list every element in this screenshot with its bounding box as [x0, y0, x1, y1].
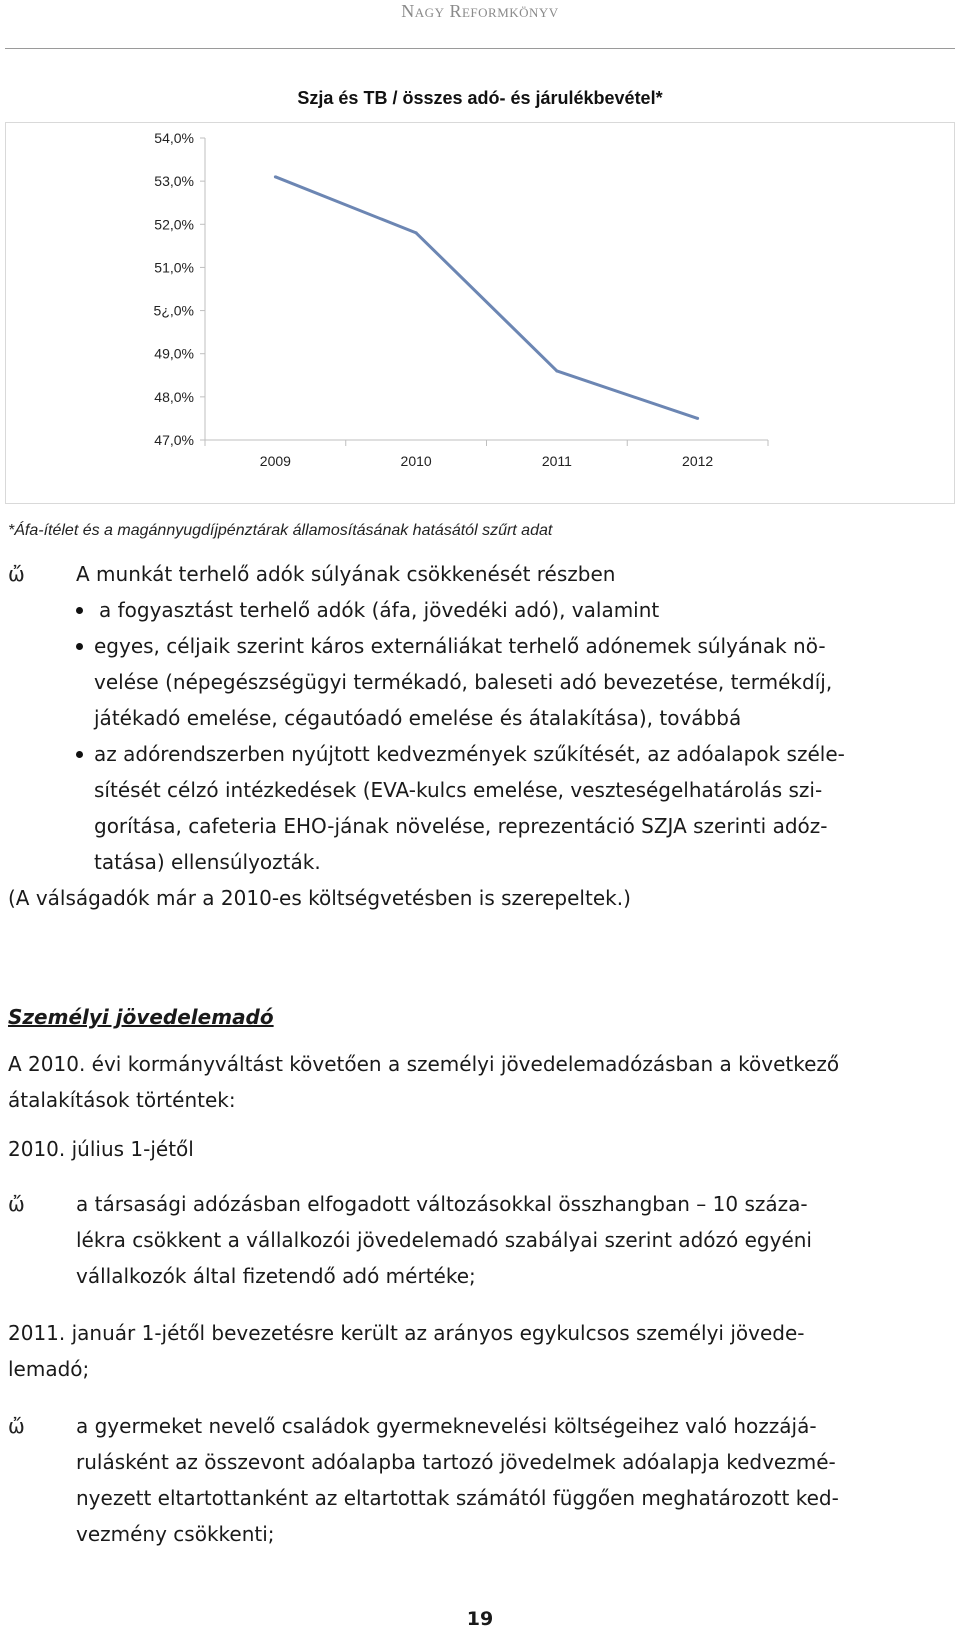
intro-bullet-2-line-2: velése (népegészségügyi termékadó, baleseti adó bevezetése, termékdíj, — [94, 670, 833, 694]
intro-bullet-2-line-3: játékadó emelése, cégautóadó emelése és átalakítása), továbbá — [94, 706, 742, 730]
bullet-dot-icon — [76, 751, 83, 758]
bullet-dot-icon — [76, 607, 83, 614]
item2-line-2: rulásként az összevont adóalapba tartozó jövedelmek adóalapja kedvezmé- — [76, 1450, 836, 1474]
intro-bullet-3-line-3: gorítása, cafeteria EHO-jának növelése, reprezentáció SZJA szerinti adóz- — [94, 814, 828, 838]
chart-title: Szja és TB / összes adó- és járulékbevétel* — [297, 88, 663, 108]
y-tick-label: 47,0% — [154, 432, 194, 448]
ornament-bullet-icon: ὤ — [8, 1192, 25, 1216]
page-number: 19 — [466, 1608, 494, 1630]
x-tick-label: 2009 — [259, 453, 291, 469]
y-tick-label: 52,0% — [154, 216, 194, 233]
intro-bullet-3-line-4: tatása) ellensúlyozták. — [94, 850, 321, 874]
section-para1-line-1: A 2010. évi kormányváltást követően a személyi jövedelemadózásban a következő — [8, 1052, 840, 1076]
y-tick-label: 54,0% — [154, 130, 194, 146]
section-para2-line-2: lemadó; — [8, 1357, 90, 1381]
y-tick-label: 51,0% — [154, 259, 194, 276]
ornament-bullet-icon: ὤ — [8, 1414, 25, 1438]
section-title: Személyi jövedelemadó — [8, 1005, 274, 1029]
y-tick-label: 5¿,0% — [153, 302, 194, 319]
data-point — [274, 175, 277, 178]
intro-bullet-1-line-1: a fogyasztást terhelő adók (áfa, jövedéki adó), valamint — [99, 598, 660, 622]
section-para1-line-2: átalakítások történtek: — [8, 1088, 236, 1112]
intro-closing: (A válságadók már a 2010-es költségvetésben is szerepeltek.) — [8, 886, 631, 910]
section-date1: 2010. július 1-jétől — [8, 1137, 194, 1161]
series-line — [275, 177, 697, 419]
item2-line-1: a gyermeket nevelő családok gyermeknevelési költségeihez való hozzájá- — [76, 1414, 817, 1438]
x-tick-label: 2011 — [541, 453, 572, 469]
data-point — [696, 417, 699, 420]
item1-line-3: vállalkozók által fizetendő adó mértéke; — [76, 1264, 476, 1288]
data-point — [415, 231, 418, 234]
intro-bullet-3-line-2: sítését célzó intézkedések (EVA-kulcs emelése, veszteségelhatárolás szi- — [94, 778, 823, 802]
y-tick-label: 48,0% — [154, 388, 194, 405]
y-tick-label: 53,0% — [154, 173, 194, 190]
item2-line-3: nyezett eltartottanként az eltartottak számától függően meghatározott ked- — [76, 1486, 839, 1510]
bullet-dot-icon — [76, 643, 83, 650]
intro-bullet-3-line-1: az adórendszerben nyújtott kedvezmények szűkítését, az adóalapok széle- — [94, 742, 845, 766]
item1-line-2: lékra csökkent a vállalkozói jövedelemadó szabályai szerint adózó egyéni — [76, 1228, 812, 1252]
x-tick-label: 2010 — [400, 453, 432, 469]
x-tick-label: 2012 — [682, 453, 714, 469]
line-chart — [0, 0, 960, 510]
section-para2-line-1: 2011. január 1-jétől bevezetésre került az arányos egykulcsos személyi jövede- — [8, 1321, 805, 1345]
item2-line-4: vezmény csökkenti; — [76, 1522, 275, 1546]
intro-lead: A munkát terhelő adók súlyának csökkenését részben — [76, 562, 616, 586]
chart-footnote: *Áfa-ítélet és a magánnyugdíjpénztárak államosításának hatásától szűrt adat — [8, 522, 553, 539]
ornament-bullet-icon: ὤ — [8, 562, 25, 586]
item1-line-1: a társasági adózásban elfogadott változásokkal összhangban – 10 száza- — [76, 1192, 808, 1216]
y-tick-label: 49,0% — [154, 345, 194, 362]
intro-bullet-2-line-1: egyes, céljaik szerint káros externáliákat terhelő adónemek súlyának nö- — [94, 634, 826, 658]
running-head: Nagy Reformkönyv — [401, 1, 559, 21]
data-point — [555, 369, 558, 372]
